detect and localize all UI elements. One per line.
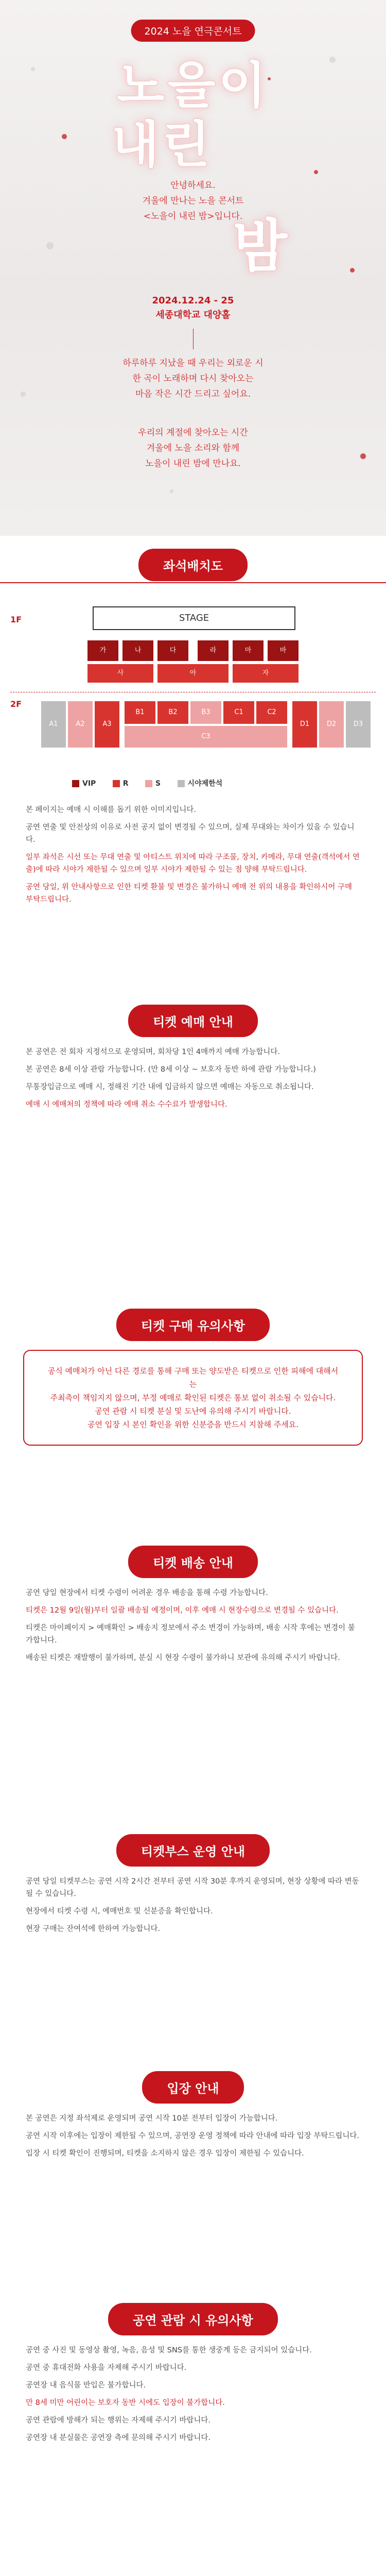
note: 공연 중 사진 및 동영상 촬영, 녹음, 음성 및 SNS를 통한 생중계 등은 금지되어 있습니다. (26, 2346, 312, 2354)
seat-map (10, 600, 376, 773)
note: 현장 구매는 잔여석에 한하여 가능합니다. (26, 1925, 161, 1933)
seat-block: 아 (157, 664, 229, 683)
poem-line: 한 곡이 노래하며 다시 찾아오는 (132, 374, 254, 384)
seat-block: D3 (346, 701, 371, 748)
entry-notes (26, 2112, 360, 2165)
seat-legend (72, 778, 314, 788)
legend-item: VIP (72, 779, 96, 788)
note: 배송된 티켓은 재발행이 불가하며, 분실 시 현장 수령이 불가하니 보관에 유의해 주시기 바랍니다. (26, 1654, 340, 1662)
seat-block: C1 (223, 701, 254, 724)
note: 공연 당일 티켓부스는 공연 시작 2시간 전부터 공연 시작 30분 후까지 운영되며, 현장 상황에 따라 변동될 수 있습니다. (26, 1877, 359, 1898)
note: 만 8세 미만 어린이는 보호자 동반 시에도 입장이 불가합니다. (26, 2399, 225, 2407)
delivery-header (0, 1546, 386, 1578)
section-title: 티켓부스 운영 안내 (116, 1834, 270, 1867)
event-date: 2024.12.24 - 25 (152, 295, 234, 306)
poem-line: 마음 작은 시간 드리고 싶어요. (135, 389, 251, 399)
hero-title-line-1: 노을이 (116, 56, 270, 114)
hero-title-line-3: 밤 (232, 213, 288, 279)
note: 공연 당일 현장에서 티켓 수령이 어려운 경우 배송을 통해 수령 가능합니다. (26, 1589, 268, 1597)
ticket-info-header (0, 1005, 386, 1037)
poem-line: 겨울에 노을 소리와 함께 (146, 443, 240, 453)
seat-block: 자 (233, 664, 299, 683)
warning-line: 공연 관람 시 티켓 분실 및 도난에 유의해 주시기 바랍니다. (95, 1406, 291, 1416)
event-venue: 세종대학교 대양홀 (155, 310, 231, 320)
note: 입장 시 티켓 확인이 진행되며, 티켓을 소지하지 않은 경우 입장이 제한될 수 있습니다. (26, 2149, 304, 2158)
seat-block: 마 (233, 640, 264, 661)
poem-line: 하루하루 지났을 때 우리는 외로운 시 (122, 358, 264, 368)
warning-box (23, 1350, 363, 1446)
note: 본 페이지는 예매 시 이해를 돕기 위한 이미지입니다. (26, 806, 197, 814)
note: 티켓은 마이페이지 > 예매확인 > 배송지 정보에서 주소 변경이 가능하며, 배송 시작 후에는 변경이 불가합니다. (26, 1624, 355, 1645)
note: 공연장 내 음식물 반입은 불가합니다. (26, 2381, 146, 2389)
note: 공연 당일, 위 안내사항으로 인한 티켓 환불 및 변경은 불가하니 예매 전 위의 내용을 확인하시어 구매 부탁드립니다. (26, 883, 353, 904)
section-title: 티켓 예매 안내 (128, 1005, 258, 1037)
seat-block: A2 (68, 701, 93, 748)
viewing-header (0, 2303, 386, 2335)
seat-block: C2 (256, 701, 287, 724)
floor-2-label: 2F (10, 699, 22, 709)
delivery-notes (26, 1587, 360, 1669)
note: 예매 시 예매처의 정책에 따라 예매 취소 수수료가 발생합니다. (26, 1100, 227, 1109)
warning-line: 공연 입장 시 본인 확인을 위한 신분증을 반드시 지참해 주세요. (87, 1420, 299, 1429)
ticket-warning-header (0, 1309, 386, 1341)
seat-block: 바 (268, 640, 299, 661)
seating-header (0, 549, 386, 581)
note: 무통장입금으로 예매 시, 정해진 기간 내에 입금하지 않으면 예매는 자동으로 취소됩니다. (26, 1083, 314, 1091)
seat-block: 사 (87, 664, 153, 683)
hero-poem-3 (0, 425, 386, 471)
viewing-notes (26, 2344, 360, 2449)
section-title: 공연 관람 시 유의사항 (108, 2303, 278, 2335)
legend-item: 시야제한석 (178, 778, 223, 788)
note: 현장에서 티켓 수령 시, 예매번호 및 신분증을 확인합니다. (26, 1907, 213, 1916)
note: 공연 시작 이후에는 입장이 제한될 수 있으며, 공연장 운영 정책에 따라 안내에 따라 입장 부탁드립니다. (26, 2132, 360, 2140)
legend-item: R (113, 779, 129, 788)
section-title: 티켓 구매 유의사항 (116, 1309, 270, 1341)
note: 공연 연출 및 안전상의 이유로 사전 공지 없이 변경될 수 있으며, 실제 무대와는 차이가 있을 수 있습니다. (26, 823, 355, 844)
poem-line: 우리의 계절에 찾아오는 시간 (138, 428, 248, 438)
ticket-notes (26, 1046, 360, 1116)
seat-block: 다 (157, 640, 188, 661)
poem-line: <노을이 내린 밤>입니다. (143, 211, 243, 222)
note: 본 공연은 지정 좌석제로 운영되며 공연 시작 10분 전부터 입장이 가능합니다. (26, 2114, 278, 2123)
warning-line: 주최측이 책임지지 않으며, 부정 예매로 확인된 티켓은 통보 없이 취소될 수 있습니다. (50, 1393, 336, 1402)
poem-line: 겨울에 만나는 노을 콘서트 (142, 196, 244, 206)
section-title: 입장 안내 (142, 2071, 243, 2104)
poem-line: 안녕하세요. (170, 180, 216, 191)
hero-section (0, 0, 386, 536)
seat-block: D1 (292, 701, 317, 748)
event-pill: 2024 노을 연극콘서트 (131, 20, 255, 42)
section-title: 티켓 배송 안내 (128, 1546, 258, 1578)
note: 공연장 내 분실물은 공연장 측에 문의해 주시기 바랍니다. (26, 2434, 211, 2442)
note: 본 공연은 8세 이상 관람 가능합니다. (만 8세 이상 ~ 보호자 동반 하에 관람 가능합니다.) (26, 1065, 316, 1074)
note: 본 공연은 전 회차 지정석으로 운영되며, 회차당 1인 4매까지 예매 가능합니다. (26, 1048, 280, 1056)
note: 공연 중 휴대전화 사용을 자제해 주시기 바랍니다. (26, 2364, 187, 2372)
hero-title-line-2: 내린 (111, 115, 213, 174)
booth-notes (26, 1875, 360, 1940)
divider (193, 329, 194, 349)
booth-header (0, 1834, 386, 1867)
seat-block: 가 (87, 640, 118, 661)
seat-block: B2 (157, 701, 188, 724)
seat-block: B1 (125, 701, 155, 724)
hero-poem-2 (0, 355, 386, 402)
seat-block: D2 (319, 701, 344, 748)
seat-block: C3 (125, 726, 287, 748)
section-title: 좌석배치도 (138, 549, 248, 581)
hero-event-info (0, 294, 386, 323)
stage-label: STAGE (93, 606, 295, 630)
legend-item: S (145, 779, 161, 788)
note: 티켓은 12월 9일(월)부터 일괄 배송될 예정이며, 이후 예매 시 현장수령으로 변경될 수 있습니다. (26, 1606, 339, 1615)
warning-line: 공식 예매처가 아닌 다른 경로를 통해 구매 또는 양도받은 티켓으로 인한 피해에 대해서는 (47, 1366, 339, 1389)
seat-block: B3 (190, 701, 221, 724)
note: 공연 관람에 방해가 되는 행위는 자제해 주시기 바랍니다. (26, 2416, 211, 2425)
floor-1-label: 1F (10, 615, 22, 624)
seat-block: A3 (95, 701, 119, 748)
seating-notes (26, 804, 360, 911)
note: 일부 좌석은 시선 또는 무대 연출 및 아티스트 위치에 따라 구조물, 장치, 카메라, 무대 연출(객석에서 연출)에 따라 시야가 제한될 수 있으며 일부 시야가 제한될 수 있는 점 양해 부탁드립니다. (26, 853, 360, 874)
divider (0, 582, 386, 583)
seat-block: 라 (198, 640, 229, 661)
entry-header (0, 2071, 386, 2104)
poem-line: 노을이 내린 밤에 만나요. (145, 459, 241, 469)
seat-block: 나 (122, 640, 153, 661)
seat-block: A1 (41, 701, 66, 748)
